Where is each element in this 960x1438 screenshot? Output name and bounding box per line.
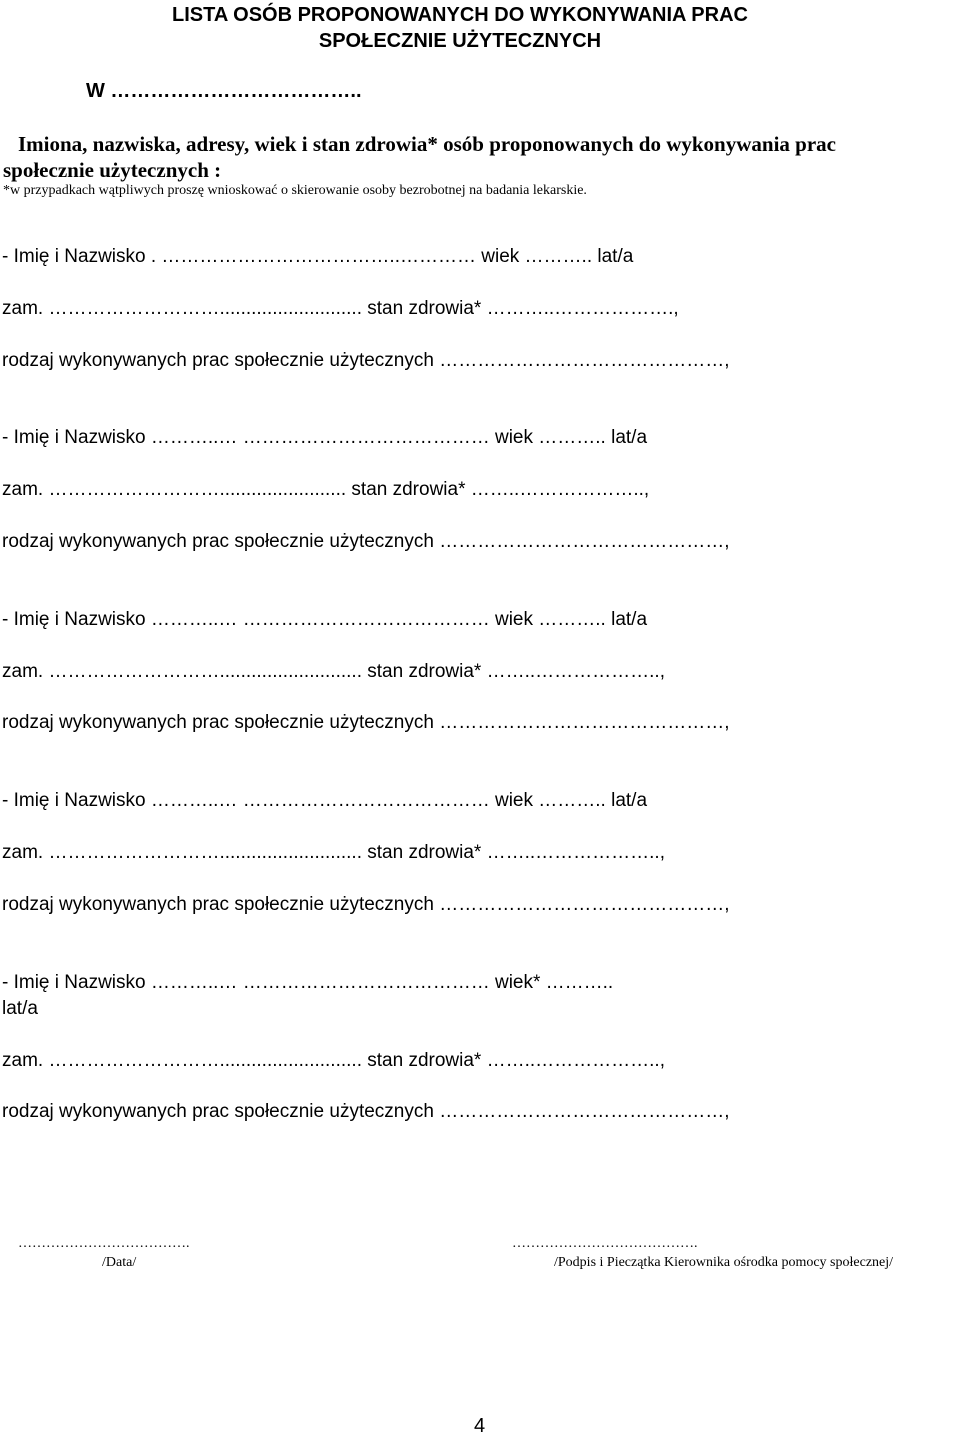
entry-4-address-line: zam. ………………………........................... stan zdrowia* ……..……………….., xyxy=(2,842,665,863)
entry-2-work-line: rodzaj wykonywanych prac społecznie użytecznych ………………………………………, xyxy=(2,531,730,552)
entry-5-name-line: - Imię i Nazwisko ………..… ………………………………… wiek* ……….. xyxy=(2,972,614,993)
entry-5-name-line-cont: lat/a xyxy=(2,998,38,1019)
entry-3-name-line: - Imię i Nazwisko ………..… ………………………………… wiek ……….. lat/a xyxy=(2,609,648,630)
entry-5-work-line: rodzaj wykonywanych prac społecznie użytecznych ………………………………………, xyxy=(2,1101,730,1122)
entry-3-address-line: zam. ………………………........................... stan zdrowia* ……..……………….., xyxy=(2,661,665,682)
location-line: W ……………………………….. xyxy=(86,80,362,102)
document-title-line1: LISTA OSÓB PROPONOWANYCH DO WYKONYWANIA PRAC xyxy=(172,4,748,26)
entry-4-work-line: rodzaj wykonywanych prac społecznie użytecznych ………………………………………, xyxy=(2,894,730,915)
signature-dots: …………………………………. xyxy=(512,1236,698,1251)
intro-line1: Imiona, nazwiska, adresy, wiek i stan zdrowia* osób proponowanych do wykonywania prac xyxy=(18,132,836,156)
entry-2-name-line: - Imię i Nazwisko ………..… ………………………………… wiek ……….. lat/a xyxy=(2,427,648,448)
entry-4-name-line: - Imię i Nazwisko ………..… ………………………………… wiek ……….. lat/a xyxy=(2,790,648,811)
entry-5-address-line: zam. ………………………........................... stan zdrowia* ……..……………….., xyxy=(2,1050,665,1071)
date-dots: ………………………………. xyxy=(18,1236,190,1251)
date-label: /Data/ xyxy=(102,1255,137,1270)
page-number: 4 xyxy=(474,1415,486,1437)
entry-3-work-line: rodzaj wykonywanych prac społecznie użytecznych ………………………………………, xyxy=(2,712,730,733)
document-title-line2: SPOŁECZNIE UŻYTECZNYCH xyxy=(318,30,602,52)
entry-1-name-line: - Imię i Nazwisko . ………………………………..………… wiek ……….. lat/a xyxy=(2,246,634,267)
entry-1-address-line: zam. ………………………........................... stan zdrowia* ………..………………., xyxy=(2,298,679,319)
entry-2-address-line: zam. ………………………........................ stan zdrowia* ……..……………….., xyxy=(2,479,650,500)
entry-1-work-line: rodzaj wykonywanych prac społecznie użytecznych ………………………………………, xyxy=(2,350,730,371)
signature-label: /Podpis i Pieczątka Kierownika ośrodka pomocy społecznej/ xyxy=(554,1255,894,1270)
footnote: *w przypadkach wątpliwych proszę wnioskować o skierowanie osoby bezrobotnej na badania lekarskie. xyxy=(3,183,587,198)
intro-line2: społecznie użytecznych : xyxy=(3,158,222,182)
